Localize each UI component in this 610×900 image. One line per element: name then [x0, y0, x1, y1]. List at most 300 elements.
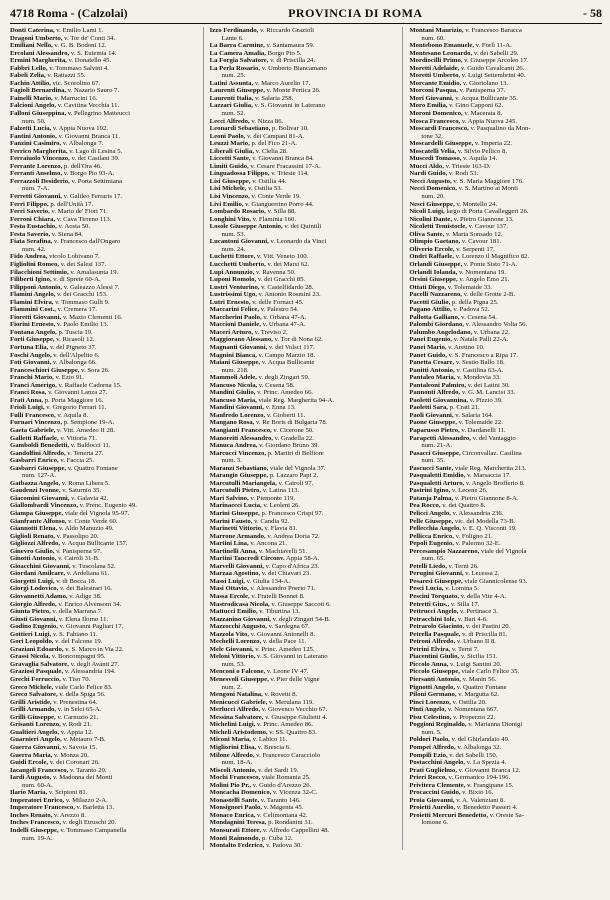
entry-address: v. Acqua Bullicante 157. — [61, 540, 128, 548]
directory-entry — [210, 57, 399, 65]
directory-entry — [210, 525, 399, 533]
entry-name: Massi Luigi, — [209, 577, 245, 585]
entry-address: v. dei Marsi 62. — [267, 260, 310, 268]
entry-name: Nicoli Luigi, — [409, 208, 445, 216]
entry-address: v. Tiburtina 13. — [259, 608, 301, 616]
directory-entry — [210, 42, 399, 50]
entry-name: Ferrico Margherita, — [10, 147, 68, 155]
entry-address: v. Gioberti 11. — [266, 411, 306, 419]
directory-entry — [210, 329, 399, 337]
entry-name: Lutri Ernesto, — [209, 298, 251, 306]
directory-entry — [210, 374, 399, 382]
entry-address: v. Terni 7. — [451, 645, 479, 653]
directory-entry — [409, 329, 598, 337]
entry-address: v. dei Sabelli 150. — [449, 751, 498, 759]
directory-entry — [210, 827, 399, 835]
entry-name: Ercolani Alessandro, — [10, 49, 70, 57]
entry-name: Flamini Angelo, — [10, 291, 56, 299]
entry-name: Piccolo Giuseppe, — [409, 668, 460, 676]
entry-name: Magnanti Giovanni, — [209, 343, 268, 351]
entry-address: v. Aosta 50. — [58, 223, 91, 231]
entry-address: v. Ostilia 53. — [248, 185, 283, 193]
directory-entry — [10, 812, 199, 820]
entry-address: v. Natale Palli 22-A. — [453, 336, 509, 344]
directory-entry — [210, 646, 399, 654]
directory-entry — [10, 465, 199, 473]
entry-address: v. Carnuzio 21. — [57, 713, 99, 721]
entry-name: Franci Rosa, — [10, 389, 47, 397]
directory-entry — [210, 163, 399, 171]
entry-address: num. 2. — [221, 683, 242, 691]
entry-address: v. Appia Nuova 245. — [461, 117, 518, 125]
entry-address: num. 24. — [221, 245, 246, 253]
directory-entry — [409, 570, 598, 578]
entry-name: Necci Domenico, — [409, 185, 457, 193]
directory-entry — [10, 155, 199, 163]
directory-entry — [10, 518, 199, 526]
entry-name: Moretti Umberto, — [409, 72, 461, 80]
entry-address: v. Urbana 47-A. — [262, 321, 306, 329]
entry-address: v. Tor di Nona 62. — [274, 336, 323, 344]
directory-entry — [409, 661, 598, 669]
entry-name: Fido Andrea, — [10, 253, 48, 261]
entry-address: v. Antonio Rosmini 23. — [258, 291, 321, 299]
entry-name: Limiti Guido, — [209, 162, 249, 170]
directory-entry — [210, 269, 399, 277]
entry-name: Petrini Elvira, — [409, 645, 451, 653]
entry-address: v. Re Boris di Bulgaria 78. — [255, 419, 328, 427]
directory-entry — [409, 133, 598, 141]
directory-entry — [10, 314, 199, 322]
entry-name: Monastelli Sante, — [209, 796, 260, 804]
directory-entry — [10, 442, 199, 450]
directory-entry — [409, 336, 598, 344]
entry-name: Miconi Maria, — [209, 736, 251, 744]
entry-address: v. della Pace 11. — [262, 638, 307, 646]
entry-name: Gigliozzi Alfredo, — [10, 540, 61, 548]
province-title: PROVINCIA DI ROMA — [288, 6, 423, 20]
entry-name: Laurenti Italia, — [209, 94, 254, 102]
entry-name: Moscardi Francesco, — [409, 125, 469, 133]
entry-address: v. Capo d'Africa 23. — [265, 562, 320, 570]
directory-entry — [409, 706, 598, 714]
directory-entry — [210, 336, 399, 344]
entry-address: v. delle Grotte 2-B. — [463, 291, 516, 299]
directory-entry — [10, 321, 199, 329]
entry-name: Imperatori Enrico, — [10, 796, 65, 804]
directory-entry — [210, 631, 399, 639]
entry-name: Livi Emilio, — [209, 200, 244, 208]
entry-name: Lupi Annunzio, — [209, 268, 255, 276]
entry-name: Guarnieri Angelo, — [10, 736, 62, 744]
directory-entry — [409, 623, 598, 631]
entry-address: v. Gioriolano 13. — [462, 79, 509, 87]
entry-address: v. Prenc. Eugenio 49. — [79, 502, 137, 510]
directory-entry — [210, 359, 399, 367]
entry-address: p. Crati 21. — [449, 404, 480, 412]
directory-entry — [10, 593, 199, 601]
column-1 — [10, 27, 204, 850]
entry-name: Michelini Luigi, — [209, 721, 256, 729]
entry-address: v. Urbana 22. — [473, 328, 510, 336]
directory-entry — [210, 419, 399, 427]
directory-entry — [409, 163, 598, 171]
entry-address: vic. del Modella 73-B. — [454, 517, 516, 525]
directory-entry — [409, 314, 598, 322]
entry-name: Ginotti Antonio, — [10, 555, 57, 563]
directory-entry — [10, 804, 199, 812]
entry-address: v. Oreste Sa- — [489, 811, 524, 819]
entry-address: v. Albalonga 66. — [52, 359, 97, 367]
entry-address: v. S. Giovanni in Laterano — [254, 102, 325, 110]
entry-name: Fanzini Casimiro, — [10, 140, 62, 148]
directory-entry — [210, 585, 399, 593]
entry-name: Manfredo Lorenzo, — [209, 411, 266, 419]
entry-address: v. Treviso 2. — [254, 328, 288, 336]
entry-address: v. Panisperna 37. — [459, 87, 506, 95]
entry-address: viale Reg. Margherita 94-A. — [258, 396, 334, 404]
directory-entry — [409, 525, 598, 533]
entry-name: Ferretti Giovanni, — [10, 193, 62, 201]
entry-address: v. della Spiga 56. — [59, 691, 106, 699]
entry-address: v. dei Gracchi 153. — [57, 291, 108, 299]
entry-address: v. S. Francesco a Ripa 17. — [448, 351, 518, 359]
directory-entry — [210, 427, 399, 435]
entry-name: Fantini Antonio, — [10, 132, 57, 140]
entry-address: viale Romania 25. — [261, 774, 311, 782]
entry-name: Pastrini Igino, — [409, 487, 451, 495]
entry-address: v. Bixio 16. — [462, 789, 494, 797]
entry-name: Maccherini Paolo, — [209, 313, 262, 321]
directory-entry — [210, 80, 399, 88]
entry-address: v. Ricasoli 12. — [56, 336, 95, 344]
entry-name: Leonardi Sebastiano, — [209, 125, 271, 133]
directory-entry — [210, 653, 399, 661]
entry-address: v. Panisperna 97. — [56, 547, 102, 555]
entry-address: v. Francesco dall'Ongaro — [54, 238, 121, 246]
directory-entry — [210, 102, 399, 110]
entry-name: Giusti Giovanni, — [10, 615, 58, 623]
directory-entry — [210, 774, 399, 782]
directory-entry — [409, 714, 598, 722]
directory-entry — [409, 676, 598, 684]
directory-entry — [409, 404, 598, 412]
entry-address: v. Enrico Alvensom 34. — [58, 600, 122, 608]
entry-name: Iardi Augusto, — [10, 774, 52, 782]
entry-name: Lombardo Rosario, — [209, 208, 266, 216]
directory-entry — [210, 133, 399, 141]
directory-entry — [10, 231, 199, 239]
entry-address: v. Giovanni Antonelli 8. — [250, 630, 316, 638]
entry-address: v. Pietro Giannone 13. — [453, 215, 514, 223]
directory-entry — [210, 729, 399, 737]
page-header — [10, 6, 602, 24]
entry-name: Panet Guido, — [409, 351, 447, 359]
entry-address: v. Candia 92. — [254, 517, 290, 525]
entry-address: num. 20. — [421, 193, 445, 201]
directory-entry — [210, 261, 399, 269]
entry-name: Maranzi Sebastiano, — [209, 464, 269, 472]
directory-entry — [10, 427, 199, 435]
entry-address: v. Pertinace 3. — [460, 608, 498, 616]
entry-name: Marzaa Agostino, — [209, 570, 261, 578]
entry-address: v. Giulia 134-A. — [246, 577, 291, 585]
entry-name: Petrarolo Giacinto, — [409, 623, 465, 631]
entry-address: v. Angelo Brofferio 8. — [465, 479, 525, 487]
directory-entry — [210, 819, 399, 827]
entry-name: Longhini Vito, — [209, 215, 251, 223]
entry-name: Guerra Giovanni, — [10, 743, 61, 751]
entry-address: v. Paolo Emilio 13. — [57, 321, 109, 329]
entry-name: Greco Michele, — [10, 683, 54, 691]
directory-entry — [409, 42, 598, 50]
entry-name: Massa Ercole, — [209, 593, 250, 601]
directory-entry — [409, 616, 598, 624]
directory-entry — [210, 193, 399, 201]
directory-entry — [409, 668, 598, 676]
entry-address: v. Appia 12. — [60, 728, 93, 736]
directory-entry — [210, 842, 399, 850]
directory-entry — [409, 480, 598, 488]
entry-name: Marcutulli Pietro, — [209, 487, 262, 495]
entry-address: v. Adige 38. — [69, 593, 102, 601]
directory-entry — [409, 397, 598, 405]
entry-address: v. S. Giovanni in Laterano — [257, 653, 328, 661]
entry-address: v. di Sprete 60-A. — [53, 276, 101, 284]
directory-entry — [210, 706, 399, 714]
entry-address: viale Carlo Felice 83. — [55, 683, 113, 691]
entry-name: Lisi Vincenzo, — [209, 193, 250, 201]
directory-entry — [10, 201, 199, 209]
entry-address: num. 218. — [221, 366, 249, 374]
directory-entry — [210, 110, 399, 118]
entry-address: v. Roma Libera 5. — [61, 479, 110, 487]
entry-name: Ilario Maria, — [10, 789, 48, 797]
entry-name: Panetta Cesare, — [409, 359, 455, 367]
entry-name: Gasbarri Enrico, — [10, 457, 59, 465]
entry-name: Moncacha Domenico, — [209, 789, 272, 797]
directory-entry — [409, 601, 598, 609]
entry-address: v. Germanico 194-196. — [448, 774, 511, 782]
directory-entry — [210, 714, 399, 722]
directory-entry — [210, 668, 399, 676]
entry-address: v. degli Avanti 27. — [70, 660, 120, 668]
entry-name: Ermini Margherita, — [10, 57, 67, 65]
entry-name: Losole Giuseppe Antonio, — [209, 223, 283, 231]
entry-name: Menesvoli Giuseppe, — [209, 676, 269, 684]
entry-address: v. Terni 26. — [448, 562, 479, 570]
entry-name: Paoletti Giovannina, — [409, 396, 469, 404]
columns-container — [10, 27, 602, 850]
entry-name: Lecci Alfredo, — [209, 117, 250, 125]
directory-entry — [409, 208, 598, 216]
entry-name: Prati Guglielmo, — [409, 766, 457, 774]
entry-address: v. Giovanni Pagliari 17. — [59, 623, 124, 631]
directory-entry — [210, 578, 399, 586]
entry-address: v. Magenta 45. — [263, 804, 304, 812]
entry-address: viale Reg. Marcherita 213. — [454, 464, 527, 472]
entry-name: Pisu Celestino, — [409, 713, 452, 721]
directory-entry — [10, 676, 199, 684]
entry-name: Guidi Ercole, — [10, 759, 49, 767]
entry-name: Figliolini Romeo, — [10, 260, 60, 268]
entry-address: viale del Vignola — [480, 547, 527, 555]
entry-name: Mazzanino Giovanni, — [209, 615, 271, 623]
entry-address: v. Cavour 181. — [461, 238, 502, 246]
entry-name: La Camera Amalia, — [209, 49, 266, 57]
entry-name: Ferrazzoli Desiderio, — [10, 177, 70, 185]
entry-name: Meloni Vittorio, — [209, 653, 256, 661]
directory-entry — [409, 518, 598, 526]
entry-address: v. La Spezia 4. — [466, 759, 507, 767]
directory-entry — [210, 450, 399, 458]
entry-address: v. dei Quattro 8. — [442, 502, 486, 510]
entry-address: v. Machiavelli 51. — [258, 547, 308, 555]
entry-address: v. Cavitina Vecchia 11. — [57, 102, 120, 110]
entry-address: v. Prenestina 64. — [53, 698, 98, 706]
entry-address: v. Baldocci 11. — [70, 442, 111, 450]
entry-name: Grilli Armando, — [10, 706, 57, 714]
entry-address: v. Tiso 70. — [62, 676, 91, 684]
entry-address: Appia 58-A. — [285, 555, 320, 563]
entry-address: v. Princ. Amedeo 66. — [257, 389, 314, 397]
entry-name: Proietti Mercuri Benedetto, — [409, 811, 489, 819]
directory-entry — [210, 744, 399, 752]
directory-entry — [409, 646, 598, 654]
directory-entry — [210, 495, 399, 503]
directory-entry — [210, 321, 399, 329]
entry-address: tone 32. — [421, 132, 443, 140]
directory-entry — [409, 729, 598, 737]
entry-address: viale del Vignola 37. — [270, 464, 326, 472]
entry-address: v. Taranto 20. — [70, 766, 107, 774]
entry-name: Mangano Rosa, — [209, 419, 255, 427]
directory-entry — [409, 246, 598, 254]
directory-entry — [10, 269, 199, 277]
entry-name: Panitti Antonio, — [409, 366, 455, 374]
directory-entry — [10, 767, 199, 775]
entry-address: v. Rattazzi 55. — [47, 72, 86, 80]
directory-entry — [10, 450, 199, 458]
entry-name: Fortuna Elia, — [10, 343, 49, 351]
directory-entry — [210, 389, 399, 397]
entry-name: Imperatore Francesco, — [10, 804, 75, 812]
directory-entry — [409, 27, 598, 35]
directory-entry — [409, 744, 598, 752]
directory-entry — [210, 480, 399, 488]
entry-address: v. Giovanni Lanza 27. — [48, 389, 108, 397]
directory-entry — [10, 744, 199, 752]
entry-name: Orlandi Giuseppe, — [409, 260, 463, 268]
entry-name: Foti Giovanni, — [10, 359, 52, 367]
entry-name: Marvelli Giovanni, — [209, 562, 264, 570]
directory-entry — [409, 321, 598, 329]
entry-address: v. Quattro Fontane — [67, 464, 118, 472]
entry-name: Fulli Francesco, — [10, 411, 56, 419]
entry-name: Linguadossa Filippo, — [209, 170, 270, 178]
entry-name: Parapetti Alessandro, — [409, 434, 471, 442]
directory-entry — [210, 676, 399, 684]
entry-name: Pellecchia Angelo, — [409, 525, 461, 533]
entry-name: Festa Saverio, — [10, 230, 51, 238]
entry-name: Gandolfini Alfredo, — [10, 449, 66, 457]
entry-name: Mari Salvino, — [209, 494, 249, 502]
entry-name: Gravaglia Salvatore, — [10, 660, 69, 668]
entry-address: v. di Bocca 18. — [56, 577, 97, 585]
entry-name: Gasbarri Giuseppe, — [10, 464, 67, 472]
directory-entry — [10, 27, 199, 35]
entry-name: Mori Giovanni, — [409, 94, 454, 102]
directory-entry — [409, 140, 598, 148]
entry-address: v. Pellegrino Matteucci — [67, 110, 130, 118]
entry-address: v. Cremera 17. — [57, 306, 97, 314]
entry-address: v. Luigi Settembrini 40. — [461, 72, 526, 80]
entry-address: v. Manin 56. — [462, 676, 497, 684]
directory-entry — [409, 223, 598, 231]
entry-name: Mucci Aldo, — [409, 162, 444, 170]
entry-address: v. Cairoli 97. — [278, 479, 314, 487]
entry-name: Grisanti Lorenzo, — [10, 721, 61, 729]
directory-entry — [409, 95, 598, 103]
directory-entry — [210, 759, 399, 767]
entry-name: Graziosi Pasquale, — [10, 668, 64, 676]
entry-name: Ginevro Giulio, — [10, 547, 55, 555]
entry-name: Postacchini Angelo, — [409, 759, 466, 767]
entry-address: v. Serpenti 17. — [456, 245, 495, 253]
entry-address: v. S. Marco in Via 22. — [65, 645, 124, 653]
directory-entry — [10, 729, 199, 737]
directory-entry — [10, 419, 199, 427]
entry-name: Moscatelli Velia, — [409, 147, 457, 155]
entry-name: Menicucci Gabriele, — [209, 698, 268, 706]
entry-address: v. Sicilia 151. — [460, 653, 498, 661]
directory-entry — [10, 548, 199, 556]
directory-entry — [10, 714, 199, 722]
entry-name: Inches Renato, — [10, 811, 53, 819]
directory-entry — [10, 835, 199, 843]
entry-address: num. 60. — [421, 34, 445, 42]
entry-address: v. del Pigneto 37. — [49, 343, 97, 351]
entry-address: v. Marsaccia 17. — [467, 472, 511, 480]
entry-name: Mancuso Nicola, — [209, 381, 258, 389]
entry-name: Fagioli Bernardina, — [10, 87, 67, 95]
entry-address: v. Fratelli Bonnet 8. — [251, 593, 305, 601]
directory-entry — [409, 812, 598, 820]
entry-name: Maggiorano Alessano, — [209, 336, 273, 344]
entry-name: Marini Giuseppe, — [209, 510, 260, 517]
entry-address: num. 53. — [221, 230, 246, 238]
directory-entry — [409, 148, 598, 156]
directory-entry — [10, 404, 199, 412]
entry-name: Merlucci Alfredo, — [209, 706, 261, 714]
directory-entry — [409, 419, 598, 427]
directory-entry — [409, 291, 598, 299]
entry-name: Gualtieri Angelo, — [10, 728, 60, 736]
directory-entry — [210, 767, 399, 775]
entry-address: v. Gradella 22. — [274, 434, 314, 442]
entry-address: v. Arezzo 8. — [54, 811, 86, 819]
entry-name: Monti Raimondo, — [209, 834, 261, 842]
entry-name: Orsini Giuseppe, — [409, 276, 458, 284]
entry-name: Nicolini Dante, — [409, 215, 453, 223]
entry-name: Gaudenzi Ivonne, — [10, 487, 61, 495]
entry-address: num. 7-A. — [22, 185, 50, 193]
directory-entry — [409, 269, 598, 277]
entry-address: v. degli Zingari 54-B. — [272, 615, 331, 623]
entry-name: Pesaresi Giuseppe, — [409, 577, 463, 585]
entry-address: num. 42. — [22, 245, 46, 253]
entry-name: Marcutulli Mariangela, — [209, 479, 277, 487]
